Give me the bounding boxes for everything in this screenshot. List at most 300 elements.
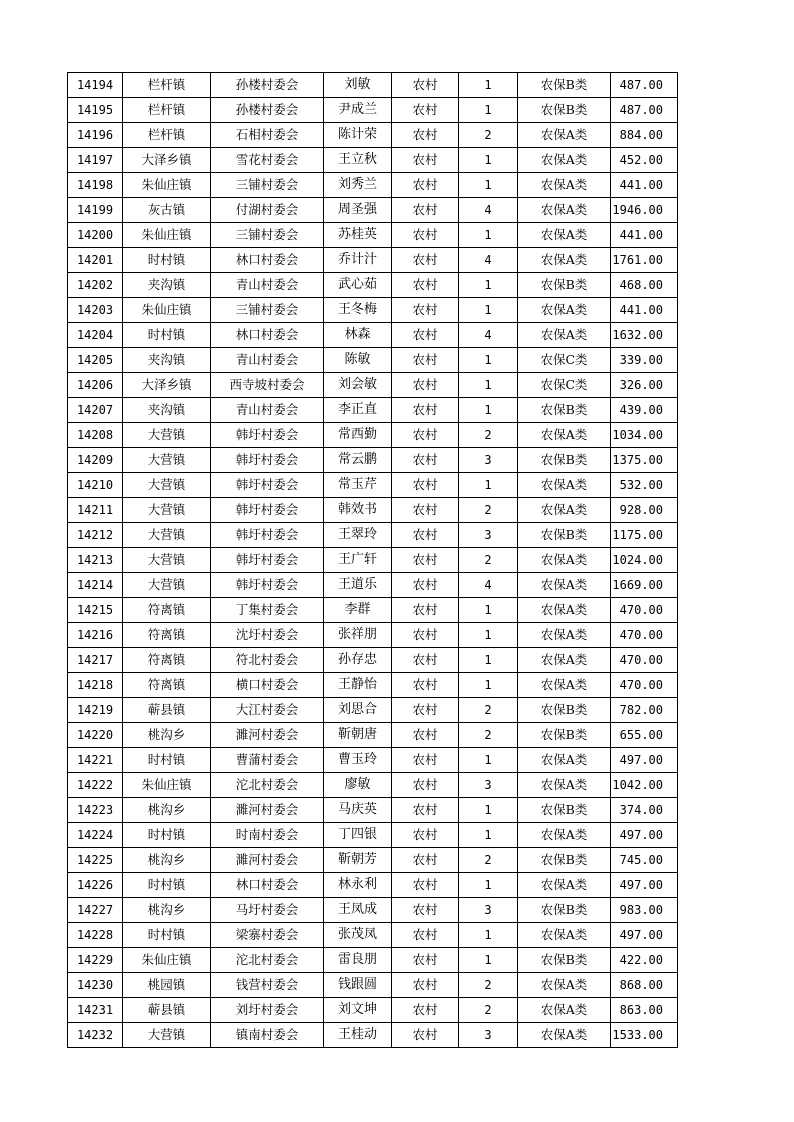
- amount-cell: 1761.00: [611, 248, 678, 273]
- record-id-cell: 14227: [68, 898, 123, 923]
- amount-cell: 1533.00: [611, 1023, 678, 1048]
- residence-type-cell: 农村: [392, 623, 459, 648]
- person-name-cell: 韩效书: [324, 498, 392, 523]
- table-row: [68, 123, 678, 148]
- person-name-cell: 刘思合: [324, 698, 392, 723]
- table-row: [68, 273, 678, 298]
- town-cell: 大营镇: [123, 423, 211, 448]
- village-committee-cell: 刘圩村委会: [211, 998, 324, 1023]
- village-committee-cell: 韩圩村委会: [211, 573, 324, 598]
- table-row: [68, 198, 678, 223]
- person-name-cell: 武心茹: [324, 273, 392, 298]
- town-cell: 夹沟镇: [123, 273, 211, 298]
- table-row: [68, 973, 678, 998]
- residence-type-cell: 农村: [392, 248, 459, 273]
- insurance-category-cell: 农保B类: [518, 898, 611, 923]
- residence-type-cell: 农村: [392, 798, 459, 823]
- town-cell: 桃沟乡: [123, 848, 211, 873]
- person-name-cell: 钱跟圆: [324, 973, 392, 998]
- household-count-cell: 2: [459, 698, 518, 723]
- person-name-cell: 刘文坤: [324, 998, 392, 1023]
- town-cell: 时村镇: [123, 748, 211, 773]
- town-cell: 夹沟镇: [123, 398, 211, 423]
- household-count-cell: 1: [459, 73, 518, 98]
- insurance-category-cell: 农保A类: [518, 123, 611, 148]
- person-name-cell: 雷良朋: [324, 948, 392, 973]
- table-row: [68, 348, 678, 373]
- household-count-cell: 1: [459, 273, 518, 298]
- amount-cell: 1375.00: [611, 448, 678, 473]
- household-count-cell: 1: [459, 673, 518, 698]
- record-id-cell: 14202: [68, 273, 123, 298]
- household-count-cell: 3: [459, 1023, 518, 1048]
- amount-cell: 470.00: [611, 648, 678, 673]
- record-id-cell: 14212: [68, 523, 123, 548]
- insurance-category-cell: 农保B类: [518, 798, 611, 823]
- town-cell: 时村镇: [123, 873, 211, 898]
- village-committee-cell: 韩圩村委会: [211, 548, 324, 573]
- insurance-category-cell: 农保A类: [518, 498, 611, 523]
- person-name-cell: 尹成兰: [324, 98, 392, 123]
- person-name-cell: 刘秀兰: [324, 173, 392, 198]
- village-committee-cell: 大江村委会: [211, 698, 324, 723]
- household-count-cell: 1: [459, 148, 518, 173]
- table-row: [68, 923, 678, 948]
- insurance-category-cell: 农保B类: [518, 848, 611, 873]
- town-cell: 大营镇: [123, 523, 211, 548]
- record-id-cell: 14204: [68, 323, 123, 348]
- town-cell: 灰古镇: [123, 198, 211, 223]
- record-id-cell: 14224: [68, 823, 123, 848]
- amount-cell: 452.00: [611, 148, 678, 173]
- person-name-cell: 林永利: [324, 873, 392, 898]
- person-name-cell: 陈计荣: [324, 123, 392, 148]
- amount-cell: 326.00: [611, 373, 678, 398]
- insurance-category-cell: 农保A类: [518, 423, 611, 448]
- village-committee-cell: 沱北村委会: [211, 948, 324, 973]
- person-name-cell: 廖敏: [324, 773, 392, 798]
- town-cell: 大营镇: [123, 573, 211, 598]
- residence-type-cell: 农村: [392, 748, 459, 773]
- village-committee-cell: 曹蒲村委会: [211, 748, 324, 773]
- household-count-cell: 1: [459, 223, 518, 248]
- table-row: [68, 423, 678, 448]
- person-name-cell: 马庆英: [324, 798, 392, 823]
- household-count-cell: 1: [459, 648, 518, 673]
- record-id-cell: 14232: [68, 1023, 123, 1048]
- person-name-cell: 李群: [324, 598, 392, 623]
- residence-type-cell: 农村: [392, 223, 459, 248]
- town-cell: 大营镇: [123, 1023, 211, 1048]
- record-id-cell: 14217: [68, 648, 123, 673]
- table-row: [68, 548, 678, 573]
- residence-type-cell: 农村: [392, 98, 459, 123]
- roster-table: [67, 72, 678, 1048]
- residence-type-cell: 农村: [392, 973, 459, 998]
- household-count-cell: 2: [459, 998, 518, 1023]
- town-cell: 蕲县镇: [123, 698, 211, 723]
- insurance-category-cell: 农保A类: [518, 223, 611, 248]
- town-cell: 符离镇: [123, 598, 211, 623]
- household-count-cell: 3: [459, 448, 518, 473]
- insurance-category-cell: 农保B类: [518, 273, 611, 298]
- town-cell: 大营镇: [123, 473, 211, 498]
- table-row: [68, 573, 678, 598]
- household-count-cell: 1: [459, 398, 518, 423]
- amount-cell: 1632.00: [611, 323, 678, 348]
- insurance-category-cell: 农保A类: [518, 548, 611, 573]
- table-row: [68, 948, 678, 973]
- person-name-cell: 王静怡: [324, 673, 392, 698]
- table-row: [68, 623, 678, 648]
- record-id-cell: 14198: [68, 173, 123, 198]
- person-name-cell: 苏桂英: [324, 223, 392, 248]
- household-count-cell: 1: [459, 873, 518, 898]
- village-committee-cell: 孙楼村委会: [211, 73, 324, 98]
- residence-type-cell: 农村: [392, 573, 459, 598]
- village-committee-cell: 韩圩村委会: [211, 498, 324, 523]
- record-id-cell: 14225: [68, 848, 123, 873]
- amount-cell: 339.00: [611, 348, 678, 373]
- village-committee-cell: 时南村委会: [211, 823, 324, 848]
- household-count-cell: 1: [459, 598, 518, 623]
- record-id-cell: 14219: [68, 698, 123, 723]
- amount-cell: 1042.00: [611, 773, 678, 798]
- household-count-cell: 2: [459, 423, 518, 448]
- person-name-cell: 王立秋: [324, 148, 392, 173]
- insurance-category-cell: 农保A类: [518, 748, 611, 773]
- residence-type-cell: 农村: [392, 723, 459, 748]
- residence-type-cell: 农村: [392, 373, 459, 398]
- household-count-cell: 1: [459, 948, 518, 973]
- residence-type-cell: 农村: [392, 773, 459, 798]
- table-row: [68, 648, 678, 673]
- residence-type-cell: 农村: [392, 548, 459, 573]
- household-count-cell: 1: [459, 623, 518, 648]
- residence-type-cell: 农村: [392, 173, 459, 198]
- table-row: [68, 698, 678, 723]
- record-id-cell: 14213: [68, 548, 123, 573]
- record-id-cell: 14195: [68, 98, 123, 123]
- village-committee-cell: 丁集村委会: [211, 598, 324, 623]
- amount-cell: 487.00: [611, 73, 678, 98]
- record-id-cell: 14194: [68, 73, 123, 98]
- village-committee-cell: 横口村委会: [211, 673, 324, 698]
- insurance-category-cell: 农保A类: [518, 673, 611, 698]
- village-committee-cell: 梁寨村委会: [211, 923, 324, 948]
- town-cell: 蕲县镇: [123, 998, 211, 1023]
- household-count-cell: 4: [459, 323, 518, 348]
- insurance-category-cell: 农保B类: [518, 723, 611, 748]
- household-count-cell: 3: [459, 523, 518, 548]
- village-committee-cell: 青山村委会: [211, 398, 324, 423]
- residence-type-cell: 农村: [392, 698, 459, 723]
- town-cell: 朱仙庄镇: [123, 298, 211, 323]
- insurance-category-cell: 农保B类: [518, 698, 611, 723]
- household-count-cell: 2: [459, 973, 518, 998]
- town-cell: 时村镇: [123, 248, 211, 273]
- insurance-category-cell: 农保A类: [518, 298, 611, 323]
- table-row: [68, 473, 678, 498]
- table-row: [68, 773, 678, 798]
- record-id-cell: 14230: [68, 973, 123, 998]
- insurance-category-cell: 农保A类: [518, 148, 611, 173]
- village-committee-cell: 韩圩村委会: [211, 523, 324, 548]
- table-row: [68, 998, 678, 1023]
- household-count-cell: 2: [459, 123, 518, 148]
- table-row: [68, 323, 678, 348]
- amount-cell: 497.00: [611, 823, 678, 848]
- village-committee-cell: 付湖村委会: [211, 198, 324, 223]
- insurance-category-cell: 农保B类: [518, 98, 611, 123]
- person-name-cell: 林森: [324, 323, 392, 348]
- village-committee-cell: 马圩村委会: [211, 898, 324, 923]
- person-name-cell: 刘敏: [324, 73, 392, 98]
- insurance-category-cell: 农保A类: [518, 598, 611, 623]
- town-cell: 朱仙庄镇: [123, 173, 211, 198]
- household-count-cell: 1: [459, 923, 518, 948]
- household-count-cell: 4: [459, 248, 518, 273]
- household-count-cell: 2: [459, 723, 518, 748]
- record-id-cell: 14222: [68, 773, 123, 798]
- village-committee-cell: 濉河村委会: [211, 848, 324, 873]
- table-row: [68, 498, 678, 523]
- village-committee-cell: 西寺坡村委会: [211, 373, 324, 398]
- amount-cell: 439.00: [611, 398, 678, 423]
- household-count-cell: 2: [459, 848, 518, 873]
- household-count-cell: 1: [459, 748, 518, 773]
- town-cell: 大泽乡镇: [123, 373, 211, 398]
- amount-cell: 441.00: [611, 173, 678, 198]
- insurance-category-cell: 农保A类: [518, 1023, 611, 1048]
- record-id-cell: 14226: [68, 873, 123, 898]
- amount-cell: 422.00: [611, 948, 678, 973]
- insurance-category-cell: 农保B类: [518, 398, 611, 423]
- residence-type-cell: 农村: [392, 1023, 459, 1048]
- table-row: [68, 598, 678, 623]
- insurance-category-cell: 农保B类: [518, 73, 611, 98]
- town-cell: 朱仙庄镇: [123, 773, 211, 798]
- household-count-cell: 3: [459, 898, 518, 923]
- record-id-cell: 14201: [68, 248, 123, 273]
- insurance-category-cell: 农保A类: [518, 323, 611, 348]
- record-id-cell: 14221: [68, 748, 123, 773]
- town-cell: 符离镇: [123, 648, 211, 673]
- household-count-cell: 2: [459, 498, 518, 523]
- table-row: [68, 73, 678, 98]
- person-name-cell: 王广轩: [324, 548, 392, 573]
- table-row: [68, 848, 678, 873]
- residence-type-cell: 农村: [392, 873, 459, 898]
- household-count-cell: 1: [459, 373, 518, 398]
- table-row: [68, 398, 678, 423]
- record-id-cell: 14210: [68, 473, 123, 498]
- village-committee-cell: 濉河村委会: [211, 798, 324, 823]
- village-committee-cell: 林口村委会: [211, 248, 324, 273]
- insurance-category-cell: 农保A类: [518, 773, 611, 798]
- town-cell: 时村镇: [123, 823, 211, 848]
- town-cell: 夹沟镇: [123, 348, 211, 373]
- person-name-cell: 张茂凤: [324, 923, 392, 948]
- insurance-category-cell: 农保A类: [518, 573, 611, 598]
- table-row: [68, 748, 678, 773]
- town-cell: 大泽乡镇: [123, 148, 211, 173]
- residence-type-cell: 农村: [392, 823, 459, 848]
- record-id-cell: 14223: [68, 798, 123, 823]
- residence-type-cell: 农村: [392, 73, 459, 98]
- table-row: [68, 98, 678, 123]
- village-committee-cell: 镇南村委会: [211, 1023, 324, 1048]
- insurance-category-cell: 农保B类: [518, 448, 611, 473]
- table-row: [68, 448, 678, 473]
- table-row: [68, 723, 678, 748]
- roster-body: [68, 73, 678, 1048]
- village-committee-cell: 濉河村委会: [211, 723, 324, 748]
- household-count-cell: 4: [459, 573, 518, 598]
- amount-cell: 470.00: [611, 673, 678, 698]
- record-id-cell: 14228: [68, 923, 123, 948]
- residence-type-cell: 农村: [392, 948, 459, 973]
- amount-cell: 1175.00: [611, 523, 678, 548]
- amount-cell: 1024.00: [611, 548, 678, 573]
- residence-type-cell: 农村: [392, 273, 459, 298]
- amount-cell: 1946.00: [611, 198, 678, 223]
- household-count-cell: 1: [459, 823, 518, 848]
- town-cell: 时村镇: [123, 323, 211, 348]
- record-id-cell: 14200: [68, 223, 123, 248]
- town-cell: 栏杆镇: [123, 123, 211, 148]
- person-name-cell: 曹玉玲: [324, 748, 392, 773]
- person-name-cell: 丁四银: [324, 823, 392, 848]
- insurance-category-cell: 农保A类: [518, 823, 611, 848]
- table-row: [68, 1023, 678, 1048]
- residence-type-cell: 农村: [392, 598, 459, 623]
- record-id-cell: 14218: [68, 673, 123, 698]
- amount-cell: 1669.00: [611, 573, 678, 598]
- village-committee-cell: 三铺村委会: [211, 298, 324, 323]
- table-row: [68, 223, 678, 248]
- household-count-cell: 2: [459, 548, 518, 573]
- residence-type-cell: 农村: [392, 523, 459, 548]
- amount-cell: 497.00: [611, 748, 678, 773]
- record-id-cell: 14197: [68, 148, 123, 173]
- person-name-cell: 王翠玲: [324, 523, 392, 548]
- table-row: [68, 673, 678, 698]
- amount-cell: 470.00: [611, 623, 678, 648]
- insurance-category-cell: 农保A类: [518, 473, 611, 498]
- town-cell: 朱仙庄镇: [123, 223, 211, 248]
- person-name-cell: 陈敏: [324, 348, 392, 373]
- town-cell: 时村镇: [123, 923, 211, 948]
- amount-cell: 374.00: [611, 798, 678, 823]
- village-committee-cell: 韩圩村委会: [211, 448, 324, 473]
- village-committee-cell: 石相村委会: [211, 123, 324, 148]
- record-id-cell: 14215: [68, 598, 123, 623]
- insurance-category-cell: 农保A类: [518, 198, 611, 223]
- insurance-category-cell: 农保A类: [518, 973, 611, 998]
- table-row: [68, 248, 678, 273]
- person-name-cell: 常西勤: [324, 423, 392, 448]
- residence-type-cell: 农村: [392, 898, 459, 923]
- amount-cell: 782.00: [611, 698, 678, 723]
- residence-type-cell: 农村: [392, 448, 459, 473]
- insurance-category-cell: 农保A类: [518, 248, 611, 273]
- town-cell: 桃沟乡: [123, 798, 211, 823]
- person-name-cell: 常云鹏: [324, 448, 392, 473]
- town-cell: 符离镇: [123, 673, 211, 698]
- village-committee-cell: 符北村委会: [211, 648, 324, 673]
- amount-cell: 928.00: [611, 498, 678, 523]
- amount-cell: 487.00: [611, 98, 678, 123]
- record-id-cell: 14209: [68, 448, 123, 473]
- village-committee-cell: 林口村委会: [211, 323, 324, 348]
- household-count-cell: 1: [459, 298, 518, 323]
- person-name-cell: 王桂动: [324, 1023, 392, 1048]
- amount-cell: 745.00: [611, 848, 678, 873]
- person-name-cell: 靳朝唐: [324, 723, 392, 748]
- insurance-category-cell: 农保B类: [518, 948, 611, 973]
- town-cell: 符离镇: [123, 623, 211, 648]
- table-row: [68, 873, 678, 898]
- amount-cell: 1034.00: [611, 423, 678, 448]
- amount-cell: 655.00: [611, 723, 678, 748]
- insurance-category-cell: 农保A类: [518, 648, 611, 673]
- town-cell: 大营镇: [123, 448, 211, 473]
- town-cell: 桃沟乡: [123, 723, 211, 748]
- residence-type-cell: 农村: [392, 298, 459, 323]
- record-id-cell: 14214: [68, 573, 123, 598]
- household-count-cell: 1: [459, 348, 518, 373]
- residence-type-cell: 农村: [392, 473, 459, 498]
- residence-type-cell: 农村: [392, 423, 459, 448]
- record-id-cell: 14196: [68, 123, 123, 148]
- amount-cell: 863.00: [611, 998, 678, 1023]
- person-name-cell: 靳朝芳: [324, 848, 392, 873]
- village-committee-cell: 韩圩村委会: [211, 473, 324, 498]
- town-cell: 大营镇: [123, 498, 211, 523]
- residence-type-cell: 农村: [392, 198, 459, 223]
- person-name-cell: 李正直: [324, 398, 392, 423]
- insurance-category-cell: 农保A类: [518, 173, 611, 198]
- insurance-category-cell: 农保B类: [518, 523, 611, 548]
- amount-cell: 532.00: [611, 473, 678, 498]
- person-name-cell: 常玉芹: [324, 473, 392, 498]
- residence-type-cell: 农村: [392, 848, 459, 873]
- person-name-cell: 王凤成: [324, 898, 392, 923]
- insurance-category-cell: 农保A类: [518, 623, 611, 648]
- person-name-cell: 刘会敏: [324, 373, 392, 398]
- amount-cell: 497.00: [611, 923, 678, 948]
- person-name-cell: 周圣强: [324, 198, 392, 223]
- amount-cell: 441.00: [611, 298, 678, 323]
- amount-cell: 497.00: [611, 873, 678, 898]
- record-id-cell: 14205: [68, 348, 123, 373]
- person-name-cell: 乔计汁: [324, 248, 392, 273]
- village-committee-cell: 沈圩村委会: [211, 623, 324, 648]
- household-count-cell: 1: [459, 798, 518, 823]
- village-committee-cell: 三铺村委会: [211, 173, 324, 198]
- amount-cell: 983.00: [611, 898, 678, 923]
- insurance-category-cell: 农保C类: [518, 348, 611, 373]
- village-committee-cell: 三铺村委会: [211, 223, 324, 248]
- household-count-cell: 3: [459, 773, 518, 798]
- insurance-category-cell: 农保A类: [518, 923, 611, 948]
- table-row: [68, 373, 678, 398]
- village-committee-cell: 韩圩村委会: [211, 423, 324, 448]
- insurance-category-cell: 农保A类: [518, 998, 611, 1023]
- record-id-cell: 14206: [68, 373, 123, 398]
- village-committee-cell: 青山村委会: [211, 273, 324, 298]
